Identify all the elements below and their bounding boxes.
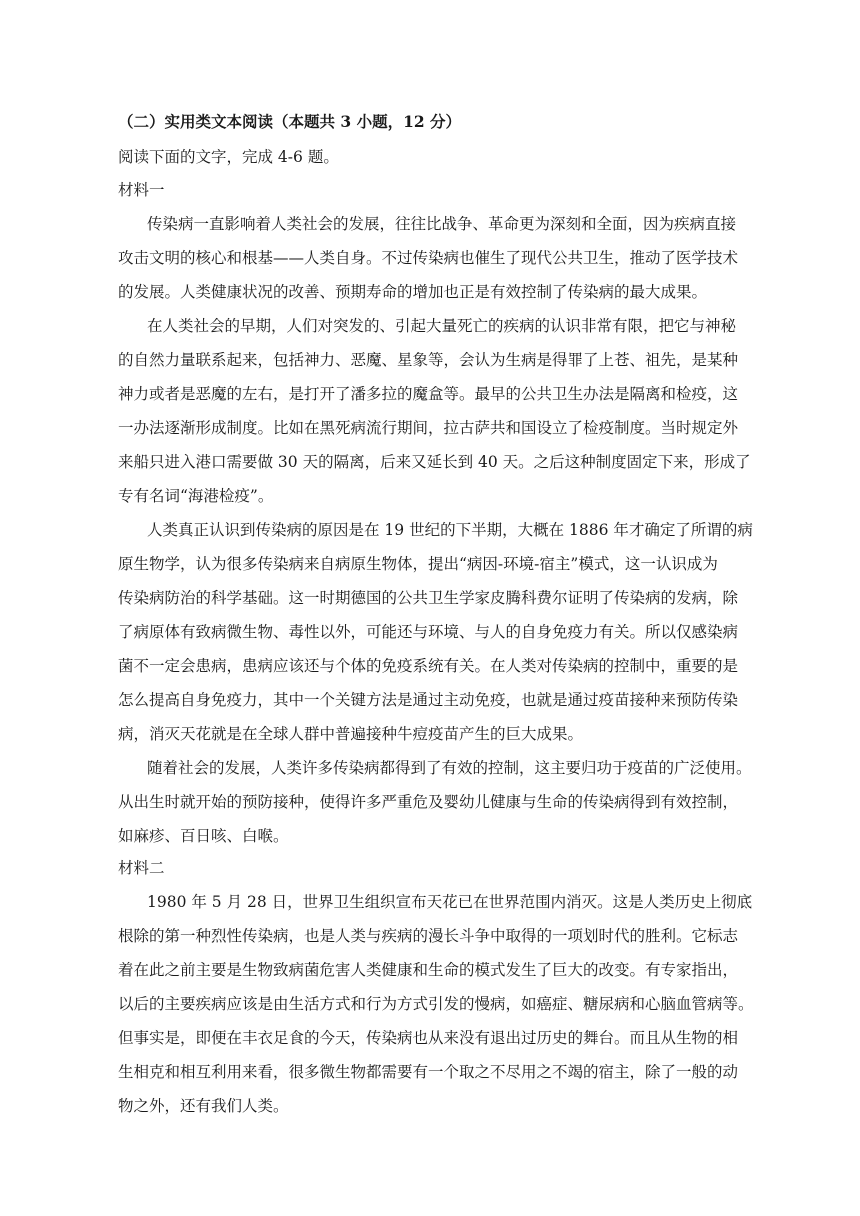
paragraph-line: 如麻疹、百日咳、白喉。 [118,827,289,845]
paragraph-line: 在人类社会的早期，人们对突发的、引起大量死亡的疾病的认识非常有限，把它与神秘 [147,317,737,335]
instruction-text: 阅读下面的文字，完成 4-6 题。 [118,148,339,166]
paragraph-line: 从出生时就开始的预防接种，使得许多严重危及婴幼儿健康与生命的传染病得到有效控制， [118,793,739,811]
material-two-label: 材料二 [118,859,165,877]
paragraph-line: 的自然力量联系起来，包括神力、恶魔、星象等，会认为生病是得罪了上苍、祖先，是某种 [118,351,739,369]
paragraph-line: 1980 年 5 月 28 日，世界卫生组织宣布天花已在世界范围内消灭。这是人类历史上彻底 [147,893,753,911]
section-title: （二）实用类文本阅读（本题共 3 小题，12 分） [118,112,462,131]
paragraph-line: 传染病一直影响着人类社会的发展，往往比战争、革命更为深刻和全面，因为疾病直接 [147,215,737,233]
material-one-label: 材料一 [118,181,165,199]
paragraph-line: 菌不一定会患病，患病应该还与个体的免疫系统有关。在人类对传染病的控制中，重要的是 [118,657,739,675]
paragraph-line: 生相克和相互利用来看，很多微生物都需要有一个取之不尽用之不竭的宿主，除了一般的动 [118,1063,739,1081]
paragraph-line: 怎么提高自身免疫力，其中一个关键方法是通过主动免疫，也就是通过疫苗接种来预防传染 [118,691,739,709]
paragraph-line: 病，消灭天花就是在全球人群中普遍接种牛痘疫苗产生的巨大成果。 [118,725,584,743]
paragraph-line: 传染病防治的科学基础。这一时期德国的公共卫生学家皮腾科费尔证明了传染病的发病，除 [118,589,739,607]
paragraph-line: 人类真正认识到传染病的原因是在 19 世纪的下半期，大概在 1886 年才确定了所谓的病 [147,521,753,539]
paragraph-line: 根除的第一种烈性传染病，也是人类与疾病的漫长斗争中取得的一项划时代的胜利。它标志 [118,927,739,945]
paragraph-line: 攻击文明的核心和根基——人类自身。不过传染病也催生了现代公共卫生，推动了医学技术 [118,249,739,267]
paragraph-line: 专有名词“海港检疫”。 [118,487,274,505]
paragraph-line: 但事实是，即便在丰衣足食的今天，传染病也从来没有退出过历史的舞台。而且从生物的相 [118,1029,739,1047]
paragraph-line: 随着社会的发展，人类许多传染病都得到了有效的控制，这主要归功于疫苗的广泛使用。 [147,759,752,777]
paragraph-line: 物之外，还有我们人类。 [118,1097,289,1115]
paragraph-line: 来船只进入港口需要做 30 天的隔离，后来又延长到 40 天。之后这种制度固定下来，形成了 [118,453,751,471]
paragraph-line: 着在此之前主要是生物致病菌危害人类健康和生命的模式发生了巨大的改变。有专家指出， [118,961,739,979]
paragraph-line: 的发展。人类健康状况的改善、预期寿命的增加也正是有效控制了传染病的最大成果。 [118,283,708,301]
paragraph-line: 一办法逐渐形成制度。比如在黑死病流行期间，拉古萨共和国设立了检疫制度。当时规定外 [118,419,739,437]
paragraph-line: 原生物学，认为很多传染病来自病原生物体，提出“病因-环境-宿主”模式，这一认识成为 [118,555,718,573]
paragraph-line: 神力或者是恶魔的左右，是打开了潘多拉的魔盒等。最早的公共卫生办法是隔离和检疫，这 [118,385,739,403]
paragraph-line: 了病原体有致病微生物、毒性以外，可能还与环境、与人的自身免疫力有关。所以仅感染病 [118,623,739,641]
paragraph-line: 以后的主要疾病应该是由生活方式和行为方式引发的慢病，如癌症、糖尿病和心脑血管病等。 [118,995,754,1013]
